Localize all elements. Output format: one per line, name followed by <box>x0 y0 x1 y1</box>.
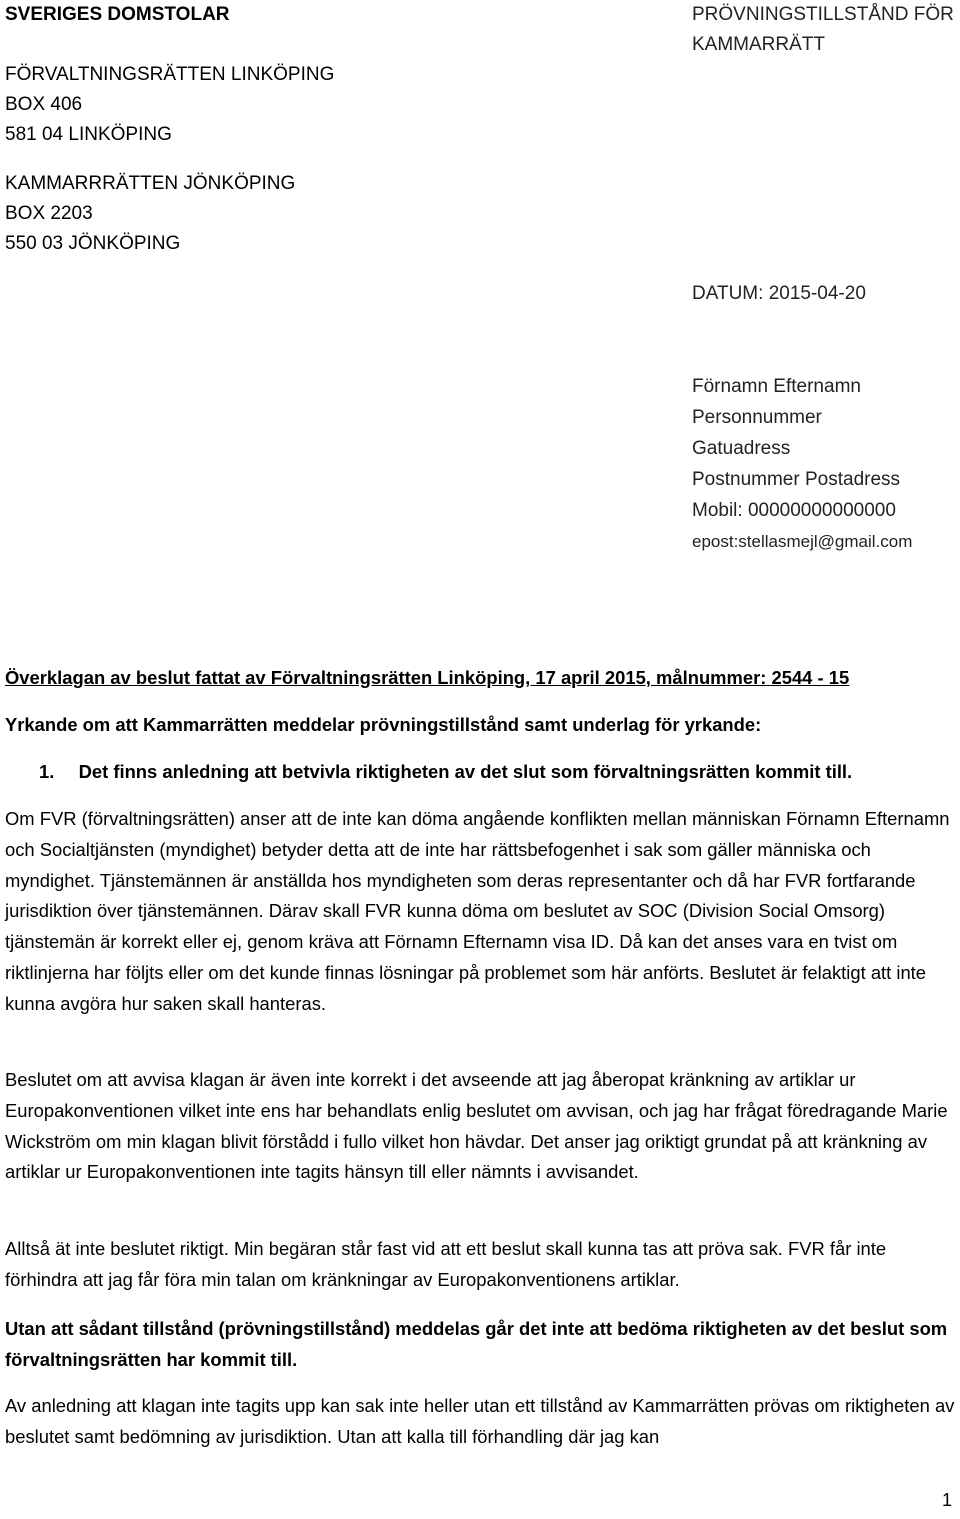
sender-email: epost:stellasmejl@gmail.com <box>692 532 913 551</box>
sender-personnummer: Personnummer <box>692 407 822 428</box>
claim-subheading: Yrkande om att Kammarrätten meddelar prövningstillstånd samt underlag för yrkande: <box>5 714 762 735</box>
paragraph-text: Om FVR (förvaltningsrätten) anser att de inte kan döma angående konflikten mellan människan Förnamn Efternamn och Socialtjänsten (myndighet) betyder detta att de inte har rättsbefogenhet i sak som gäller människa och myndighet. Tjänstemännen är anställda hos myndigheten som deras representanter och då har FVR fortfarande jurisdiktion över tjänstemännen. Därav skall FVR kunna döma om beslutet av SOC (Division Social Omsorg) tjänstemän är korrekt eller ej, genom kräva att Förnamn Efternamn visa ID. Då kan det anses vara en tvist om riktlinjerna har följts eller om det kunde finnas lösningar på problemet som här anförts. Beslutet är felaktigt att inte kunna avgöra hur saken skall hanteras. <box>5 808 950 1014</box>
address-line: 581 04 LINKÖPING <box>5 124 172 145</box>
list-item-number: 1. <box>39 761 55 782</box>
appeal-heading-text: Överklagan av beslut fattat av Förvaltningsrätten Linköping, 17 april 2015, målnummer: 2544 - 15 <box>5 667 850 688</box>
paragraph-5 <box>5 1391 955 1453</box>
document-title-line1: PRÖVNINGSTILLSTÅND FÖR <box>692 4 954 25</box>
appeal-heading <box>5 663 955 694</box>
document-date: DATUM: 2015-04-20 <box>692 283 866 304</box>
address-block-kammarratten <box>5 169 295 259</box>
address-line: KAMMARRRÄTTEN JÖNKÖPING <box>5 173 296 194</box>
sender-name: Förnamn Efternamn <box>692 376 861 397</box>
sender-mobile: Mobil: 00000000000000 <box>692 500 896 521</box>
paragraph-3 <box>5 1234 955 1296</box>
paragraph-4 <box>5 1314 955 1376</box>
paragraph-text: Alltså ät inte beslutet riktigt. Min begäran står fast vid att ett beslut skall kunna tas att pröva sak. FVR får inte förhindra att jag får föra min talan om kränkningar av Europakonventionens artiklar. <box>5 1238 887 1290</box>
paragraph-2 <box>5 1065 955 1188</box>
court-name: SVERIGES DOMSTOLAR <box>5 4 230 25</box>
sender-court-header <box>5 0 230 30</box>
list-item-text: Det finns anledning att betvivla riktigheten av det slut som förvaltningsrätten kommit till. <box>78 761 853 782</box>
paragraph-text: Beslutet om att avvisa klagan är även inte korrekt i det avseende att jag åberopat kränkning av artiklar ur Europakonventionen vilket inte ens har behandlats enlig beslutet om avvisan, och jag har frågat föredragande Marie Wickström om min klagan blivit förstådd i fullo vilket hon hävdar. Det anser jag oriktigt grundat på att kränkning av artiklar ur Europakonventionen inte tagits hänsyn till eller nämnts i avvisandet. <box>5 1069 948 1183</box>
document-title <box>692 0 954 60</box>
address-block-forvaltningsratten <box>5 60 334 150</box>
address-line: 550 03 JÖNKÖPING <box>5 233 181 254</box>
address-line: FÖRVALTNINGSRÄTTEN LINKÖPING <box>5 64 335 85</box>
paragraph-text: Utan att sådant tillstånd (prövningstillstånd) meddelas går det inte att bedöma riktigheten av det beslut som förvaltningsrätten har kommit till. <box>5 1318 948 1370</box>
sender-street: Gatuadress <box>692 438 791 459</box>
address-line: BOX 406 <box>5 94 83 115</box>
list-item <box>39 757 959 788</box>
page-number: 1 <box>941 1490 952 1510</box>
sender-postal: Postnummer Postadress <box>692 469 901 490</box>
sender-block <box>692 371 912 557</box>
paragraph-1 <box>5 804 955 1020</box>
address-line: BOX 2203 <box>5 203 93 224</box>
paragraph-text: Av anledning att klagan inte tagits upp kan sak inte heller utan ett tillstånd av Kammarrätten prövas om riktigheten av beslutet samt bedömning av jurisdiktion. Utan att kalla till förhandling där jag kan <box>5 1395 955 1447</box>
document-title-line2: KAMMARRÄTT <box>692 34 825 55</box>
